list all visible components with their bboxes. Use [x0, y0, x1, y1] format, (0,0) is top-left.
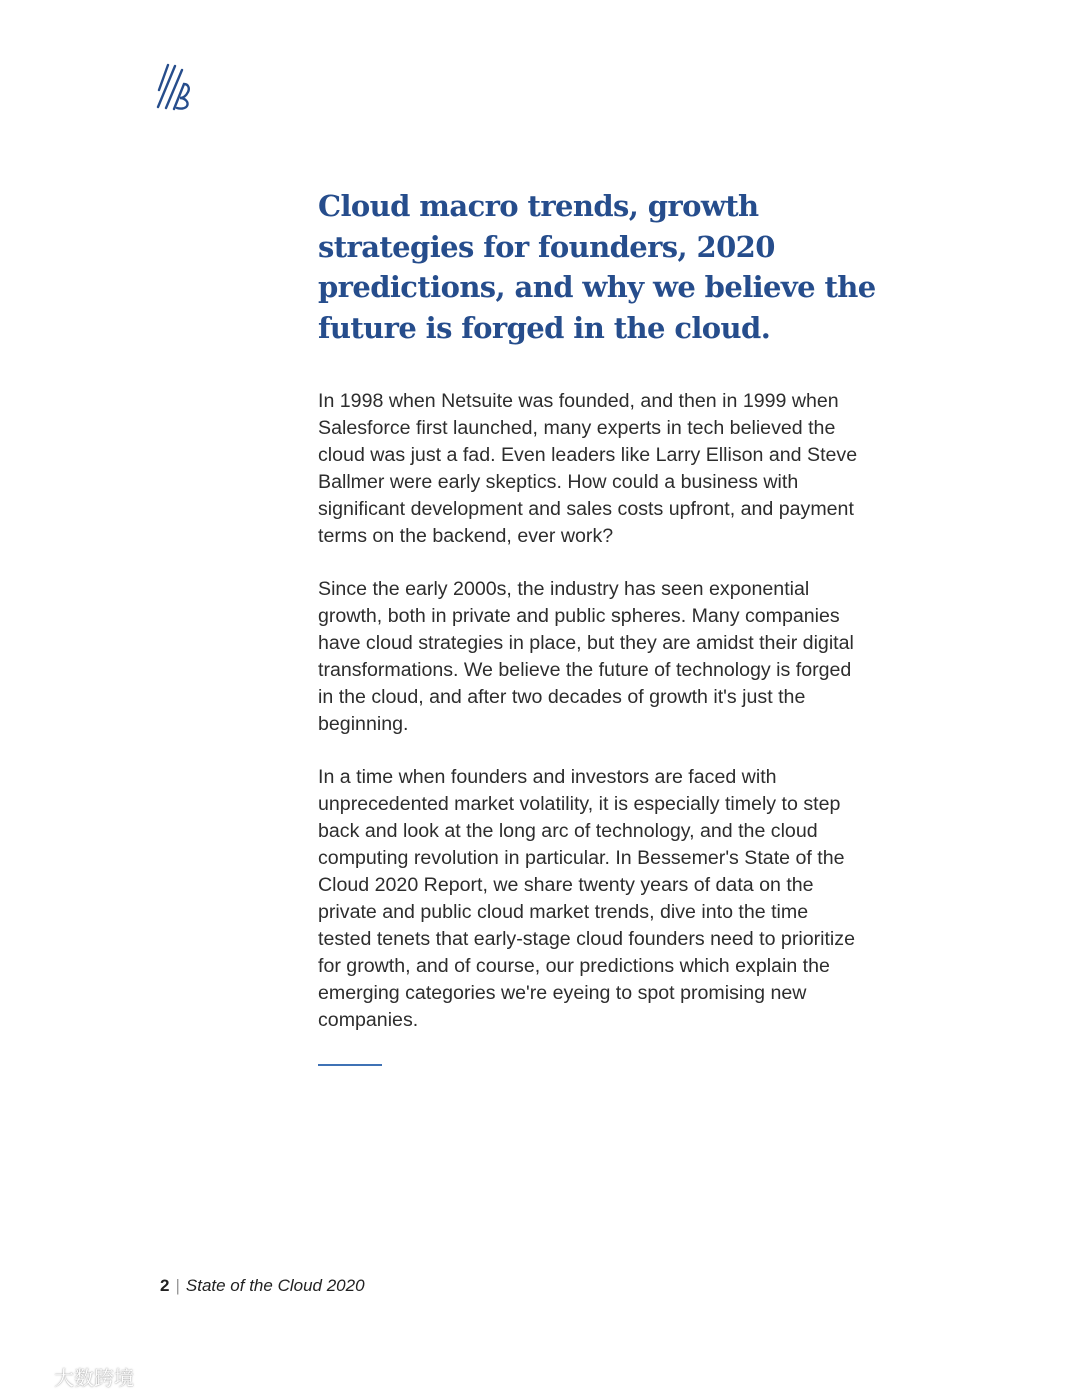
body-text: [318, 388, 858, 1060]
watermark: [8, 1362, 134, 1391]
bessemer-logo-icon: [155, 62, 195, 112]
footer-separator: |: [175, 1276, 180, 1295]
watermark-logo-icon: [8, 1365, 48, 1389]
paragraph-3: In a time when founders and investors are faced with unprecedented market volatility, it is especially timely to step back and look at the long arc of technology, and the cloud computing revolution in particular. In Bessemer's State of the Cloud 2020 Report, we share twenty years of data on the private and public cloud market trends, dive into the time tested tenets that early-stage cloud founders need to prioritize for growth, and of course, our predictions which explain the emerging categories we're eyeing to spot promising new companies.: [318, 766, 855, 1031]
paragraph-2: Since the early 2000s, the industry has seen exponential growth, both in private and public spheres. Many companies have cloud strategies in place, but they are amidst their digital transformations. We believe the future of technology is forged in the cloud, and after two decades of growth it's just the beginning.: [318, 578, 854, 735]
document-title: State of the Cloud 2020: [185, 1276, 365, 1295]
watermark-text: 大数跨境: [54, 1366, 134, 1390]
accent-divider: [318, 1064, 382, 1066]
page-number: 2: [160, 1276, 170, 1295]
page-heading: Cloud macro trends, growth strategies for founders, 2020 predictions, and why we believe the future is forged in the cloud.: [318, 189, 876, 345]
page-footer: [160, 1276, 365, 1296]
paragraph-1: In 1998 when Netsuite was founded, and then in 1999 when Salesforce first launched, many experts in tech believed the cloud was just a fad. Even leaders like Larry Ellison and Steve Ballmer were early skeptics. How could a business with significant development and sales costs upfront, and payment terms on the backend, ever work?: [318, 390, 858, 547]
